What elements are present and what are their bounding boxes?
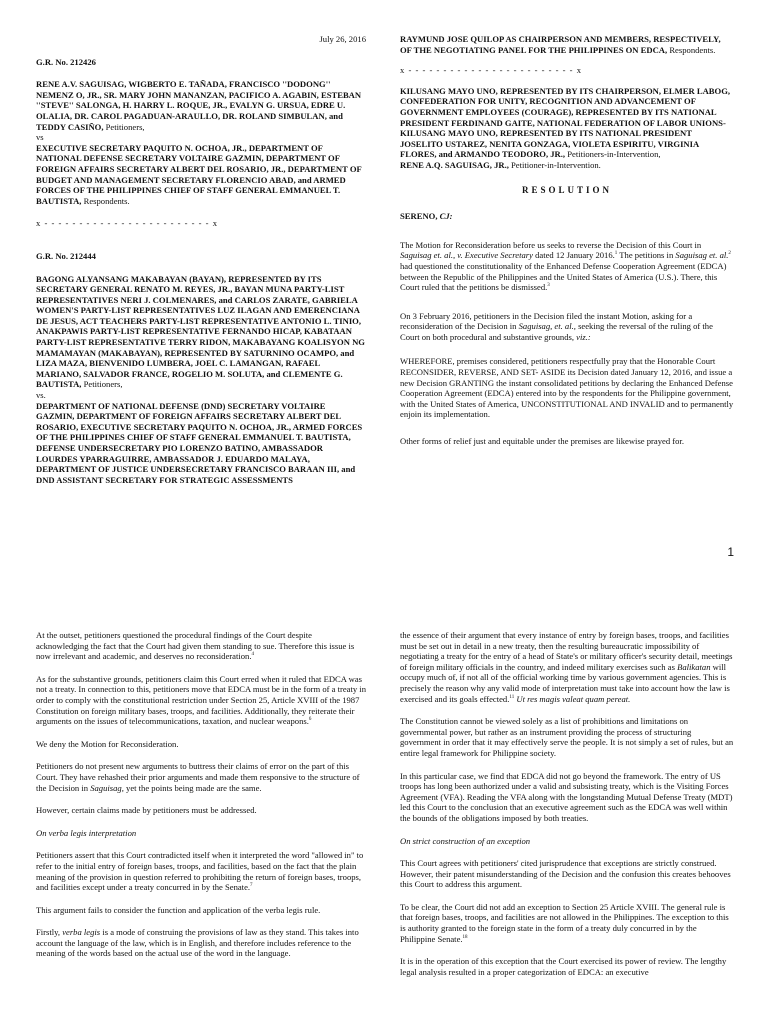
footnote-ref[interactable]: 4 [251,652,254,658]
respondents-label-2: Respondents. [669,44,716,55]
text-span: Petitioners do not present new arguments to buttress their claims of error on the part of this Court. They have rehashed their prior arguments and made them responsive to the structure of the Decision in [36,761,360,793]
page-2 [0,580,768,1024]
paragraph-motion-filing [400,311,734,343]
heading-strict-construction: On strict construction of an exception [400,835,531,846]
case1-petitioners-block [36,79,366,132]
intervenor-saguisag: RENE A.Q. SAGUISAG, JR., [400,159,509,170]
paragraph-substantive [36,674,366,727]
paragraph-deny: We deny the Motion for Reconsideration. [36,738,179,749]
paragraph-general-rule [400,902,734,944]
prayer-quote-other-relief: Other forms of relief just and equitable under the premises are likewise prayed for. [400,436,684,447]
separator-line: x - - - - - - - - - - - - - - - - - - - - - - - - x [36,218,218,229]
paragraph-motion-summary [400,240,734,293]
text-span: had questioned the constitutionality of the Enhanced Defense Cooperation Agreement (EDCA) between the Republic of the Philippines and the United States of America (U.S.). There, this Court ruled that the petitions be dismissed. [400,260,727,293]
paragraph-firstly [36,927,366,959]
case1-respondents-block [36,143,366,207]
paragraph-verba-legis-rule: This argument fails to consider the function and application of the verba legis rule. [36,904,321,915]
footnote-ref[interactable]: 11 [509,694,515,700]
latin-term: verba legis [62,927,101,938]
case1-respondents: EXECUTIVE SECRETARY PAQUITO N. OCHOA, JR., DEPARTMENT OF NATIONAL DEFENSE SECRETARY VOLTAIRE GAZMIN, DEPARTMENT OF FOREIGN AFFAIRS SECRETARY ALBERT DEL ROSARIO, JR., DEPARTMENT OF BUDGET AND MANAGEMENT SECRETARY FLORENCIO ABAD, and ARMED FORCES OF THE PHILIPPINES CHIEF OF STAFF GENERAL EMMANUEL T. BAUTISTA, [36,142,362,206]
intervenors: KILUSANG MAYO UNO, REPRESENTED BY ITS CHAIRPERSON, ELMER LABOG, CONFEDERATION FOR UNITY, RECOGNITION AND ADVANCEMENT OF GOVERNMENT EMPLOYEES (COURAGE), REPRESENTED BY ITS NATIONAL PRESIDENT FERDINAND GAITE, NATIONAL FEDERATION OF LABOR UNIONS-KILUSANG MAYO UNO, REPRESENTED BY ITS NATIONAL PRESIDENT JOSELITO USTAREZ, NENITA GONZAGA, VIOLETA ESPIRITU, VIRGINIA FLORES, and ARMANDO TEODORO, JR., [400,85,731,160]
case2-petitioners-block [36,274,366,391]
text-span: As for the substantive grounds, petitioners claim this Court erred when it ruled that EDCA was not a treaty. In connection to this, petitioners move that EDCA must be in the form of a treaty in order to comply with the constitutional restriction under Section 25, Article XVIII of the 1987 Constitution on foreign military bases, troops, and facilities. Additionally, they reiterate their arguments on the issues of telecommunications, taxation, and nuclear weapons. [36,673,366,727]
paragraph-framework [400,771,734,824]
intervenor2-block [400,160,734,171]
text-span: the essence of their argument that every instance of entry by foreign bases, troops, and facilities must be set out in detail in a new treaty, then the resulting bureaucratic impossibility of negotiating a treaty for the entry of a head of State's or military officer's security detail, meetings of foreign military officials in the country, and indeed military exercises such as [400,630,733,672]
paragraph-claims: However, certain claims made by petitioners must be addressed. [36,805,257,816]
ponente-name: SERENO, [400,211,438,222]
versus-label: vs [36,132,44,143]
prayer-quote: WHEREFORE, premises considered, petitioners respectfully pray that the Honorable Court RECONSIDER, REVERSE, AND SET- ASIDE its Decision dated January 12, 2016, and issue a new Decision GRANTING the instant consolidated petitions by declaring the Enhanced Defense Cooperation Agreement (EDCA) entered into by the respondents for the Philippine government, with the United States of America, UNCONSTITUTIONAL AND INVALID and to permanently enjoin its implementation. [400,356,734,420]
latin-maxim: Ut res magis valeat quam pereat. [516,693,631,704]
paragraph-procedural [36,630,366,662]
exercise-name: Balikatan [677,661,711,672]
text-span: The Motion for Reconsideration before us seeks to reverse the Decision of this Court in [400,239,702,250]
case-citation: Saguisag, [90,782,124,793]
versus-label-2: vs. [36,390,46,401]
left-column-page-1 [36,34,366,485]
negotiating-panel-respondents: RAYMUND JOSE QUILOP AS CHAIRPERSON AND MEMBERS, RESPECTIVELY, OF THE NEGOTIATING PANEL FOR THE PHILIPPINES ON EDCA, [400,34,721,55]
footnote-ref[interactable]: 2 [728,251,731,257]
case2-petitioners: BAGONG ALYANSANG MAKABAYAN (BAYAN), REPRESENTED BY ITS SECRETARY GENERAL RENATO M. REYES, JR., BAYAN MUNA PARTY-LIST REPRESENTATIVES NERI J. COLMENARES, and CARLOS ZARATE, GABRIELA WOMEN'S PARTY-LIST REPRESENTATIVES LUZ ILAGAN AND EMERENCIANA DE JESUS, ACT TEACHERS PARTY-LIST REPRESENTATIVE ANTONIO L. TINIO, ANAKPAWIS PARTY-LIST REPRESENTATIVE FERNANDO HICAP, KABATAAN PARTY-LIST REPRESENTATIVE TERRY RIDON, MAKABAYANG KOALISYON NG MAMAMAYAN (MAKABAYAN), REPRESENTED BY SATURNINO OCAMPO, and LIZA MAZA, BIENVENIDO LUMBERA, JOEL C. LAMANGAN, RAFAEL MARIANO, SALVADOR FRANCE, ROGELIO M. SOLUTA, and CLEMENTE G. BAUTISTA, [36,273,365,390]
case-citation: Saguisag et. al., v. Executive Secretary [400,250,533,261]
separator-line-2: x - - - - - - - - - - - - - - - - - - - - - - - - x [400,65,582,76]
ponente [400,211,734,222]
respondents-label: Respondents. [83,195,130,206]
paragraph-constitution: The Constitution cannot be viewed solely as a list of prohibitions and limitations on governmental power, but rather as an instrument providing the process of structuring government in order that it may effectively serve the people. It is not simply a set of rules, but an entire legal framework for Philippine society. [400,716,734,758]
text-span: At the outset, petitioners questioned the procedural findings of the Court despite acknowledging the fact that the Court had given them standing to sue. Therefore this issue is now irrelevant and academic, and deserves no reconsideration. [36,630,355,662]
case2-respondents-continued [400,34,734,55]
footnote-ref[interactable]: 6 [308,717,312,723]
text-span: Firstly, [36,927,61,938]
text-span: dated 12 January 2016. [535,250,615,261]
text-span: is a mode of construing the provisions of law as they stand. This takes into account the language of the law, which is in English, and therefore includes reference to the meaning of the words based on the actual use of the word in the language. [36,927,359,959]
resolution-heading: RESOLUTION [521,184,613,195]
text-span: Petitioners assert that this Court contradicted itself when it interpreted the word "allowed in" to refer to the initial entry of foreign bases, troops, and facilities, based on the fact that the plain meaning of the provision in question referred to prohibiting the return of foreign bases, troops, and facilities except under a treaty concurred in by the Senate. [36,850,364,893]
text-span: To be clear, the Court did not add an exception to Section 25 Article XVIII. The general rule is that foreign bases, troops, and facilities are not allowed in the Philippines. The exception to this is authority granted to the foreign state in the form of a treaty duly concurred in by the Philippine Senate. [400,901,729,944]
case-number-212444: G.R. No. 212444 [36,250,96,261]
text-span: yet the points being made are the same. [126,782,262,793]
paragraph-no-new-arguments [36,761,366,793]
decision-date: July 26, 2016 [319,34,366,44]
paragraph-allowed-in [36,850,366,892]
heading-verba-legis: On verba legis interpretation [36,827,137,838]
footnote-ref[interactable]: 1 [614,251,618,257]
text-span: On 3 February 2016, petitioners in the Decision filed the instant Motion, asking for a reconsideration of the Decision in [400,310,693,332]
ponente-title: CJ: [439,211,453,222]
case-citation: Saguisag, et. al., [518,321,576,332]
page-number: 1 [727,545,734,559]
paragraph-exceptions: This Court agrees with petitioners' cited jurisprudence that exceptions are strictly construed. However, their patent misunderstanding of the Decision and the confusion this creates behooves this Court to address this argument. [400,858,731,890]
footnote-ref[interactable]: 18 [462,934,468,940]
text-span: In this particular case, we find that EDCA did not go beyond the framework. The entry of US troops has long been authorized under a valid and subsisting treaty, which is the Visiting Forces Agreement (VFA). Reading the VFA along with the longstanding Mutual Defense Treaty (MDT) led this Court to the conclusion that an executive agreement such as the EDCA was well within the bounds of the obligations imposed by both treaties. [400,770,733,823]
footnote-ref[interactable]: 7 [250,883,253,889]
case2-respondents: DEPARTMENT OF NATIONAL DEFENSE (DND) SECRETARY VOLTAIRE GAZMIN, DEPARTMENT OF FOREIGN AFFAIRS SECRETARY ALBERT DEL ROSARIO, EXECUTIVE SECRETARY PAQUITO N. OCHOA, JR., ARMED FORCES OF THE PHILIPPINES CHIEF OF STAFF GENERAL EMMANUEL T. BAUTISTA, DEFENSE UNDERSECRETARY PIO LORENZO BATINO, AMBASSADOR LOURDES YPARRAGUIRRE, AMBASSADOR J. EDUARDO MALAYA, DEPARTMENT OF JUSTICE UNDERSECRETARY FRANCISCO BARAAN III, and DND ASSISTANT SECRETARY FOR STRATEGIC ASSESSMENTS [36,400,363,485]
footnote-ref[interactable]: 3 [547,283,550,289]
viz-label: viz.: [576,331,591,342]
intervenors-label: Petitioners-in-Intervention, [567,149,661,160]
left-column-page-2 [36,630,366,968]
intervenors-block [400,86,734,160]
right-column-page-2 [400,630,734,986]
paragraph-power-of-review: It is in the operation of this exception that the Court exercised its power of review. The lengthy legal analysis resulted in a proper categorization of EDCA: an executive [400,956,727,977]
paragraph-bureaucratic [400,630,734,704]
intervenor2-label: Petitioner-in-Intervention. [511,159,601,170]
text-span: seeking the reversal of the ruling of the Court on both procedural and substantive grounds, [400,321,713,342]
case-citation: Saguisag et. al. [675,250,729,261]
case-number-212426: G.R. No. 212426 [36,56,96,67]
text-span: will occupy much of, if not all of the official working time by various government agencies. This is precisely the reason why any valid mode of interpretation must take into account how the law is exercised and its goals effected. [400,661,730,704]
case1-petitioners: RENE A.V. SAGUISAG, WIGBERTO E. TAÑADA, FRANCISCO ''DODONG'' NEMENZ O, JR., SR. MARY JOHN MANANZAN, PACIFICO A. AGABIN, ESTEBAN ''STEVE'' SALONGA, H. HARRY L. ROQUE, JR., EVALYN G. URSUA, EDRE U. OLALIA, DR. CAROL PAGADUAN-ARAULLO, DR. ROLAND SIMBULAN, and TEDDY CASIÑO, [36,79,362,132]
petitioners-label: Petitioners, [105,121,145,132]
text-span: The petitions in [619,250,674,261]
right-column-page-1 [400,34,734,456]
petitioners-label-2: Petitioners, [83,379,123,390]
